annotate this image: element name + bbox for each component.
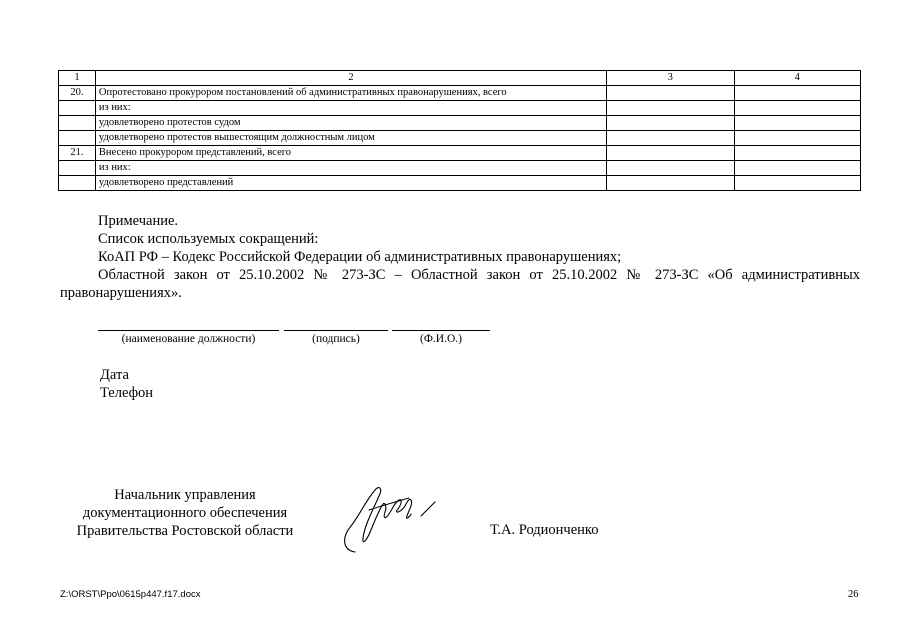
date-label: Дата bbox=[100, 367, 129, 383]
row-number bbox=[59, 131, 96, 146]
header-cell-2: 2 bbox=[95, 71, 606, 86]
table-row bbox=[59, 131, 861, 146]
abbr-heading: Список используемых сокращений: bbox=[98, 231, 319, 247]
row-value-4 bbox=[734, 86, 861, 101]
chief-title-line3: Правительства Ростовской области bbox=[76, 523, 294, 539]
note-title: Примечание. bbox=[98, 213, 179, 229]
abbr-regional-law: Областной закон от 25.10.2002 № 273-ЗС – Областной закон от 25.10.2002 № 273-ЗС «Об административных правонарушениях». bbox=[60, 267, 860, 301]
header-cell-1: 1 bbox=[59, 71, 96, 86]
note-section bbox=[60, 212, 860, 302]
row-text: удовлетворено протестов судом bbox=[95, 116, 606, 131]
abbr-koap: КоАП РФ – Кодекс Российской Федерации об административных правонарушениях; bbox=[98, 249, 622, 265]
table-header-row bbox=[59, 71, 861, 86]
table-row bbox=[59, 176, 861, 191]
chief-title-line2: документационного обеспечения bbox=[82, 505, 288, 521]
table-row bbox=[59, 116, 861, 131]
position-line bbox=[98, 330, 279, 331]
row-number bbox=[59, 116, 96, 131]
header-cell-3: 3 bbox=[607, 71, 734, 86]
row-number bbox=[59, 161, 96, 176]
chief-name: Т.А. Родионченко bbox=[490, 522, 599, 538]
handwritten-signature bbox=[335, 480, 445, 558]
row-value-4 bbox=[734, 116, 861, 131]
name-label: (Ф.И.О.) bbox=[420, 333, 462, 345]
row-text: из них: bbox=[95, 101, 606, 116]
table-row bbox=[59, 161, 861, 176]
row-value-3 bbox=[607, 176, 734, 191]
row-text: из них: bbox=[95, 161, 606, 176]
table-row bbox=[59, 146, 861, 161]
position-label: (наименование должности) bbox=[121, 333, 256, 345]
row-value-3 bbox=[607, 146, 734, 161]
signature-label: (подпись) bbox=[312, 333, 360, 345]
row-text: удовлетворено протестов вышестоящим должностным лицом bbox=[95, 131, 606, 146]
row-value-4 bbox=[734, 146, 861, 161]
row-value-3 bbox=[607, 116, 734, 131]
row-value-3 bbox=[607, 101, 734, 116]
row-text: удовлетворено представлений bbox=[95, 176, 606, 191]
row-value-4 bbox=[734, 161, 861, 176]
header-cell-4: 4 bbox=[734, 71, 861, 86]
row-number: 21. bbox=[59, 146, 96, 161]
table-row bbox=[59, 86, 861, 101]
row-value-3 bbox=[607, 86, 734, 101]
row-number: 20. bbox=[59, 86, 96, 101]
report-table bbox=[58, 70, 861, 191]
name-line bbox=[392, 330, 490, 331]
row-text: Внесено прокурором представлений, всего bbox=[95, 146, 606, 161]
row-number bbox=[59, 101, 96, 116]
table-row bbox=[59, 101, 861, 116]
row-value-4 bbox=[734, 101, 861, 116]
page-number: 26 bbox=[848, 589, 859, 600]
row-value-4 bbox=[734, 176, 861, 191]
row-number bbox=[59, 176, 96, 191]
signature-line bbox=[284, 330, 388, 331]
chief-title-line1: Начальник управления bbox=[114, 487, 256, 503]
row-text: Опротестовано прокурором постановлений об административных правонарушениях, всего bbox=[95, 86, 606, 101]
phone-label: Телефон bbox=[100, 385, 153, 401]
row-value-3 bbox=[607, 161, 734, 176]
chief-title bbox=[60, 486, 310, 540]
footer-file-path: Z:\ORST\Ppo\0615p447.f17.docx bbox=[60, 589, 201, 600]
row-value-3 bbox=[607, 131, 734, 146]
row-value-4 bbox=[734, 131, 861, 146]
